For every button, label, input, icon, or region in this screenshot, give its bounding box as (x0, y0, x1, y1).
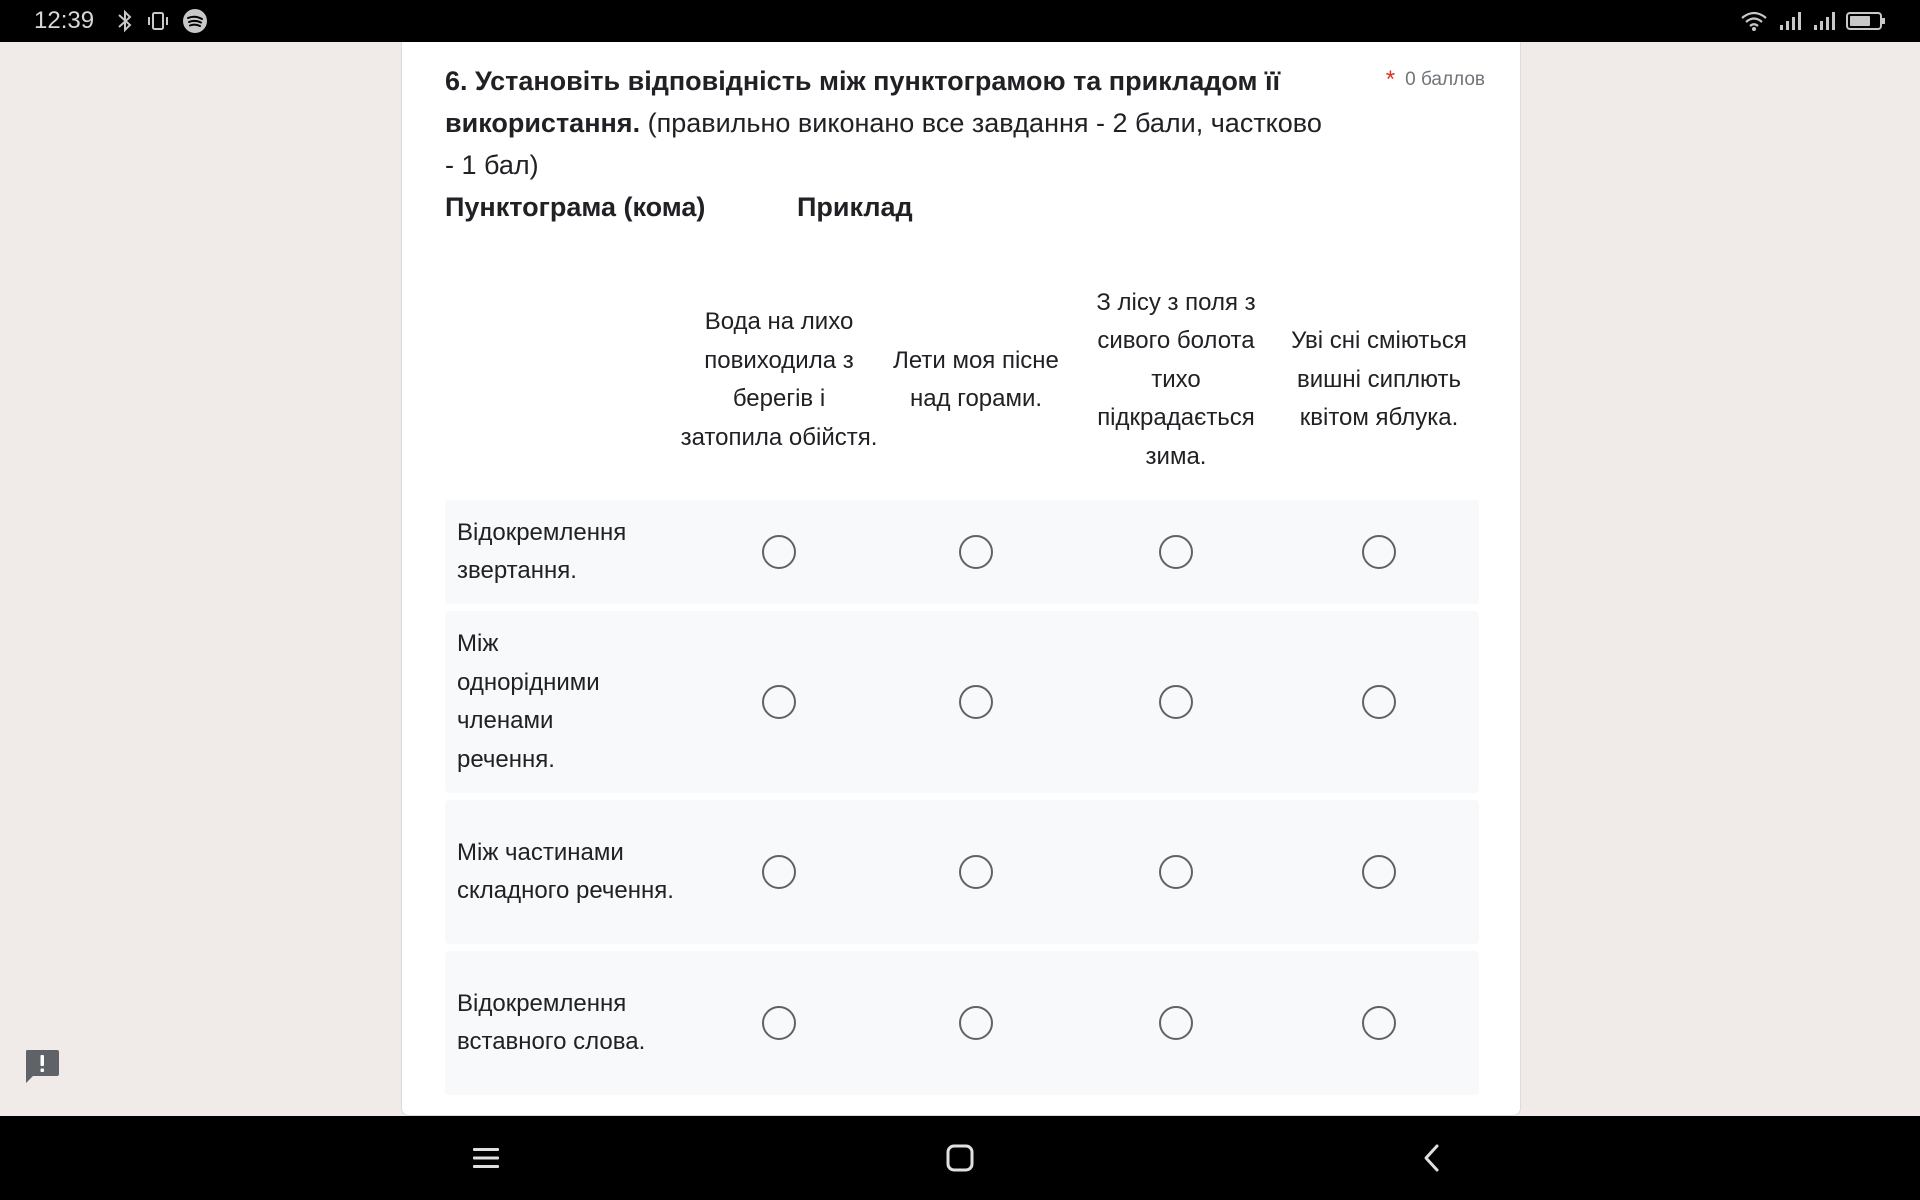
column-header: Лети моя пісне над горами. (893, 346, 1059, 412)
column-header: Вода на лихо повиходила з берегів і затопила обійстя. (680, 308, 878, 451)
status-bar (0, 0, 1920, 42)
radio-option[interactable] (762, 685, 796, 719)
signal-icon (1778, 10, 1802, 32)
radio-option[interactable] (762, 535, 796, 569)
subheading-right: Приклад (797, 192, 913, 222)
radio-option[interactable] (959, 855, 993, 889)
spotify-icon (182, 8, 208, 34)
subheading-left: Пунктограма (кома) (445, 192, 706, 222)
column-header: З лісу з поля з сивого болота тихо підкрадається зима. (1096, 288, 1256, 470)
grid-row (445, 611, 1479, 793)
grid-row (445, 500, 1479, 604)
row-label: Між однорідними членами речення. (457, 630, 600, 773)
row-label: Відокремлення звертання. (457, 518, 627, 584)
radio-option[interactable] (1362, 855, 1396, 889)
back-icon (1419, 1143, 1445, 1173)
grid-header (445, 260, 1479, 500)
grid-row (445, 951, 1479, 1095)
row-label: Відокремлення вставного слова. (457, 989, 646, 1055)
row-label: Між частинами складного речення. (457, 838, 674, 904)
wifi-icon (1740, 10, 1768, 32)
feedback-icon (22, 1046, 62, 1086)
menu-icon (471, 1145, 501, 1171)
question-card (401, 42, 1521, 1116)
report-feedback-button[interactable] (22, 1046, 62, 1086)
grid-row (445, 800, 1479, 944)
radio-option[interactable] (1362, 685, 1396, 719)
radio-option[interactable] (1159, 535, 1193, 569)
vibrate-icon (146, 9, 170, 33)
home-icon (945, 1143, 975, 1173)
column-header: Уві сні сміються вишні сиплють квітом яблука. (1291, 327, 1467, 432)
radio-option[interactable] (1159, 1006, 1193, 1040)
signal-icon (1812, 10, 1836, 32)
radio-option[interactable] (1159, 855, 1193, 889)
required-mark: * (1385, 66, 1396, 93)
status-time: 12:39 (34, 7, 95, 34)
radio-option[interactable] (1362, 1006, 1396, 1040)
navigation-bar (0, 1116, 1920, 1200)
question-title-bold: 6. Установіть відповідність між пунктограмою та прикладом її використання. (445, 66, 1281, 138)
bluetooth-icon (116, 9, 134, 33)
radio-option[interactable] (959, 1006, 993, 1040)
question-title-note: (правильно виконано все завдання - 2 бали, частково - 1 бал) (445, 108, 1322, 180)
back-button[interactable] (1410, 1136, 1454, 1180)
choice-grid (445, 260, 1479, 1102)
question-subheading (445, 186, 1485, 228)
question-header (445, 60, 1485, 228)
radio-option[interactable] (1362, 535, 1396, 569)
radio-option[interactable] (762, 855, 796, 889)
home-button[interactable] (938, 1136, 982, 1180)
battery-icon (1846, 10, 1886, 32)
points-label: 0 баллов (1405, 69, 1485, 90)
radio-option[interactable] (959, 535, 993, 569)
radio-option[interactable] (959, 685, 993, 719)
radio-option[interactable] (1159, 685, 1193, 719)
question-title (445, 60, 1325, 186)
question-points (1386, 64, 1485, 92)
radio-option[interactable] (762, 1006, 796, 1040)
recent-apps-button[interactable] (464, 1136, 508, 1180)
